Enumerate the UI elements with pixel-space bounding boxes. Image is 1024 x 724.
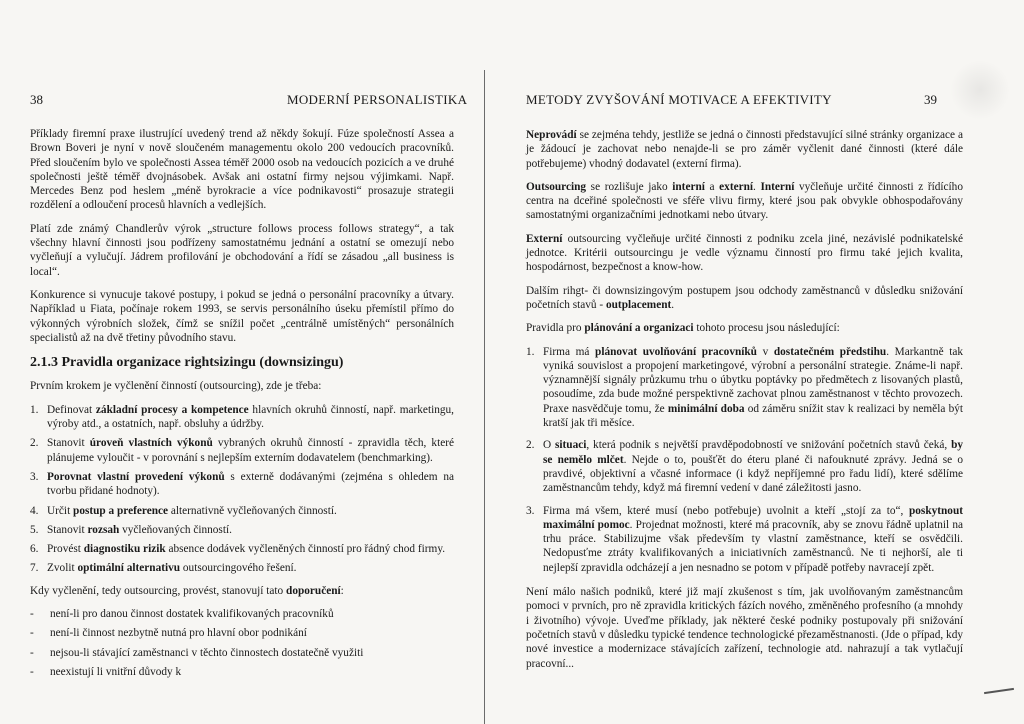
section-title: 2.1.3 Pravidla organizace rightsizingu (downsizingu) bbox=[30, 355, 344, 371]
recommendations-list bbox=[30, 607, 454, 679]
list-item: - není-li činnost nezbytně nutná pro hlavní obor podnikání bbox=[30, 627, 307, 640]
paragraph: Externí outsourcing vyčleňuje určité činnosti z podniku zcela jiné, nezávislé podnikatelské jednotce. Kritérii outsourcingu je vedle významu činností pro firmu také jejich kvalita, hospodárnost, bezpečnost a know-how. bbox=[526, 232, 963, 274]
page-number: 38 bbox=[30, 92, 43, 107]
list-item: - nejsou-li stávající zaměstnanci v těchto činnostech dostatečně využiti bbox=[30, 646, 364, 659]
paragraph: Dalším rihgt- či downsizingovým postupem jsou odchody zaměstnanců v důsledku snižování početních stavů - outplacement. bbox=[526, 284, 963, 311]
paragraph: Neprovádí se zejména tehdy, jestliže se jedná o činnosti představující silné stránky organizace a je žádoucí je zachovat nebo nenajde-li se pro záměr vyčlenit dané činnosti (které dále potřebujeme) vhodný dodavatel (externí firma). bbox=[526, 129, 963, 170]
paragraph: Pravidla pro plánování a organizaci tohoto procesu jsou následující: bbox=[526, 322, 840, 335]
list-intro: Prvním krokem je vyčlenění činností (outsourcing), zde je třeba: bbox=[30, 380, 322, 393]
list-item: 2. Stanovit úroveň vlastních výkonů vybraných okruhů činností - zpravidla těch, které plánujeme vyloučit - v porovnání s nejlepším externím dodavatelem (benchmarking). bbox=[30, 437, 454, 464]
page-number: 39 bbox=[924, 92, 937, 107]
pen-mark bbox=[984, 688, 1014, 694]
paragraph: Není málo našich podniků, které již mají zkušenost s tím, jak uvolňovaným zaměstnancům pomoci v prvních, pro ně zpravidla kritických fázích nového, změněného profesního (a mnohdy i životního) vývoje. Uveďme příklady, jak některé české podniky postupovaly při snižování početních stavů v důsledku typické tendence technologické přezaměstnanosti. (Jde o případ, kdy nové investice a modernizace stávajících zařízení, technologie atd. nahrazují a tak vytlačují pracovní... bbox=[526, 586, 963, 670]
scan-smudge bbox=[950, 60, 1010, 120]
book-spine bbox=[484, 70, 485, 724]
list-item: 5. Stanovit rozsah vyčleňovaných činností. bbox=[30, 523, 232, 536]
steps-list bbox=[30, 403, 454, 576]
right-page bbox=[486, 0, 1024, 724]
list-item: 2. O situaci, která podnik s největší pravděpodobností ve snižování početních stavů čeká, by se nemělo mlčet. Nejde o to, poušťět do éteru plané či nafouknuté zprávy. Jedná se o pravdivé, objektivní a včasné informace (i když nepříjemné pro řadu lidí), které sdělíme zaměstnancům tehdy, když má firemní vedení v dané záležitosti jasno. bbox=[526, 439, 963, 495]
list-item: 7. Zvolit optimální alternativu outsourcingového řešení. bbox=[30, 562, 297, 575]
right-page-body bbox=[526, 128, 963, 680]
running-header: METODY ZVYŠOVÁNÍ MOTIVACE A EFEKTIVITY bbox=[526, 92, 832, 107]
left-page-body bbox=[30, 127, 454, 684]
list-item: 6. Provést diagnostiku rizik absence dodávek vyčleněných činností pro řádný chod firmy. bbox=[30, 543, 446, 556]
list-item: 4. Určit postup a preference alternativně vyčleňovaných činností. bbox=[30, 504, 337, 517]
rules-list bbox=[526, 345, 963, 575]
list-item: 3. Firma má všem, které musí (nebo potřebuje) uvolnit a kteří „stojí za to“, poskytnout maximální pomoc. Projednat možnosti, které má pracovník, aby se znovu řádně uplatnil na trhu práce. Stabilizujme však především ty vlastní zaměstnance, kteří se osvědčili. Nedopusťme ztráty kvalifikovaných a iniciativních zaměstnanců. Ne ti nejhorší, ale ti nejlepší zpravidla odcházejí a jen nesnadno se potom v případě potřeby navracejí zpět. bbox=[526, 504, 963, 574]
paragraph: Platí zde známý Chandlerův výrok „structure follows process follows strategy“, a tak všechny hlavní činnosti jsou podřízeny samostatnému jednání a ostatní se omezují nebo vyčleňují a vylučují. Jádrem profilování je obchodování a řídí se zásadou „all business is local“. bbox=[30, 222, 454, 278]
running-header: MODERNÍ PERSONALISTIKA bbox=[287, 92, 468, 107]
list-item: - neexistují li vnitřní důvody k bbox=[30, 665, 182, 678]
paragraph: Příklady firemní praxe ilustrující uvedený trend až někdy šokují. Fúze společností Assea a Brown Boveri je nyní v nově sloučeném managementu okolo 200 vedoucích pracovníků. Před sloučením bylo ve společnosti Assea téměř 2000 osob na vedoucích pozicích a ve druhé společnosti ještě téměř dvojnásobek. Avšak ani ostatní firmy nejsou výjimkami. Např. Mercedes Benz pod heslem „méně byrokracie a více podnikavosti“ prosazuje strategii rozdělení a odloučení procesů hlavních a vedlejších. bbox=[30, 128, 454, 212]
recommendations-intro: Kdy vyčlenění, tedy outsourcing, provést, stanovují tato doporučení: bbox=[30, 584, 344, 597]
paragraph: Outsourcing se rozlišuje jako interní a externí. Interní vyčleňuje určité činnosti z řídícího centra na dceřiné společnosti ve sféře vlivu firmy, které jsou pak obvykle obhospodařovány samostatnými organizačními jednotkami nebo útvary. bbox=[526, 180, 963, 222]
left-page bbox=[0, 0, 484, 724]
list-item: 1. Definovat základní procesy a kompetence hlavních okruhů činností, např. marketingu, výroby atd., a ostatních, např. obsluhy a údržby. bbox=[30, 403, 454, 431]
paragraph: Konkurence si vynucuje takové postupy, i pokud se jedná o personální pracovníky a útvary. Například u Fiata, počínaje rokem 1993, se servis personálního úseku přemístil přímo do výkonných výrobních složek, čímž se snížil počet „centrálně umístěných“ personálních specialistů až na dvě třetiny původního stavu. bbox=[30, 288, 454, 344]
list-item: 1. Firma má plánovat uvolňování pracovníků v dostatečném předstihu. Markantně tak vyniká souvislost a propojení marketingové, výrobní a personální strategie. Známe-li např. významnější signály průzkumu trhu o úbytku poptávky po předmětech z lisovaných plastů, posoudíme, zda bude možné perspektivně zachovat plnou zaměstnanost v těchto provozech. Praxe nasvědčuje tomu, že minimální doba od záměru snížit stav k realizaci by neměla být kratší jak tři měsíce. bbox=[526, 345, 964, 430]
list-item: 3. Porovnat vlastní provedení výkonů s externě dodávanými (zejména s ohledem na tvorbu přidané hodnoty). bbox=[30, 470, 454, 498]
list-item: - není-li pro danou činnost dostatek kvalifikovaných pracovníků bbox=[30, 608, 334, 621]
